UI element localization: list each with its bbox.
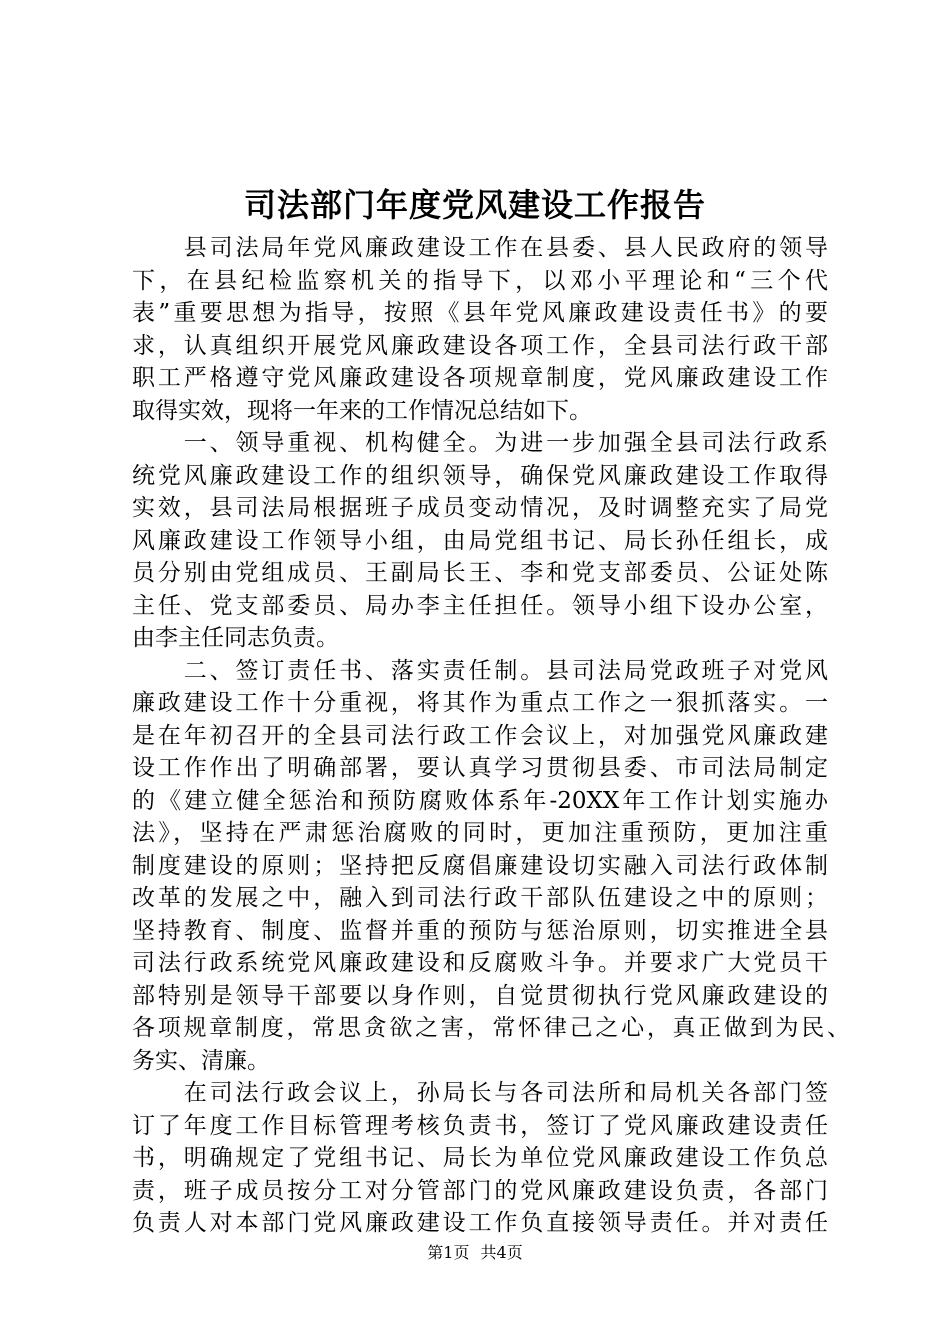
body-line: 求，认真组织开展党风廉政建设各项工作，全县司法行政干部 (132, 332, 828, 359)
body-line: 法》，坚持在严肃惩治腐败的同时，更加注重预防，更加注重 (132, 820, 828, 846)
body-line: 负责人对本部门党风廉政建设工作负直接领导责任。并对责任 (132, 1210, 828, 1236)
body-line: 县司法局年党风廉政建设工作在县委、县人民政府的领导 (132, 235, 828, 261)
body-line: 由李主任同志负责。 (132, 625, 339, 651)
body-line: 廉政建设工作十分重视，将其作为重点工作之一狠抓落实。一 (132, 690, 828, 716)
body-line: 风廉政建设工作领导小组，由局党组书记、局长孙任组长，成 (132, 527, 828, 554)
body-line: 二、签订责任书、落实责任制。县司法局党政班子对党风 (132, 657, 828, 684)
body-line: 职工严格遵守党风廉政建设各项规章制度，党风廉政建设工作 (132, 365, 828, 391)
body-line: 统党风廉政建设工作的组织领导，确保党风廉政建设工作取得 (132, 462, 828, 489)
body-line: 各项规章制度，常思贪欲之害，常怀律己之心，真正做到为民、 (132, 1015, 850, 1041)
body-line: 一、领导重视、机构健全。为进一步加强全县司法行政系 (132, 430, 828, 456)
body-line: 实效，县司法局根据班子成员变动情况，及时调整充实了局党 (132, 495, 828, 521)
body-line: 改革的发展之中，融入到司法行政干部队伍建设之中的原则； (132, 885, 828, 911)
body-line: 取得实效，现将一年来的工作情况总结如下。 (132, 397, 592, 424)
body-line: 设工作作出了明确部署，要认真学习贯彻县委、市司法局制定 (132, 755, 828, 781)
body-line: 书，明确规定了党组书记、局长为单位党风廉政建设工作负总 (132, 1145, 828, 1171)
body-line: 表”重要思想为指导，按照《县年党风廉政建设责任书》的要 (132, 300, 828, 326)
page-footer (0, 1242, 950, 1264)
document-body (132, 232, 850, 1240)
body-line: 司法行政系统党风廉政建设和反腐败斗争。并要求广大党员干 (132, 950, 828, 976)
body-line: 是在年初召开的全县司法行政工作会议上，对加强党风廉政建 (132, 722, 828, 749)
body-line: 员分别由党组成员、王副局长王、李和党支部委员、公证处陈 (132, 560, 828, 586)
body-line: 主任、党支部委员、局办李主任担任。领导小组下设办公室， (132, 592, 828, 619)
page-total: 共4页 (480, 1243, 523, 1262)
page-number: 第1页 (427, 1243, 470, 1262)
body-line: 在司法行政会议上，孙局长与各司法所和局机关各部门签 (132, 1080, 828, 1106)
document-title: 司法部门年度党风建设工作报告 (243, 186, 706, 224)
body-line: 的《建立健全惩治和预防腐败体系年-20XX年工作计划实施办 (132, 787, 828, 814)
body-line: 坚持教育、制度、监督并重的预防与惩治原则，切实推进全县 (132, 917, 828, 944)
body-line: 订了年度工作目标管理考核负责书，签订了党风廉政建设责任 (132, 1112, 828, 1139)
body-line: 务实、清廉。 (132, 1047, 270, 1074)
body-line: 制度建设的原则；坚持把反腐倡廉建设切实融入司法行政体制 (132, 852, 828, 879)
body-line: 部特别是领导干部要以身作则，自觉贯彻执行党风廉政建设的 (132, 982, 828, 1009)
body-line: 下，在县纪检监察机关的指导下，以邓小平理论和“三个代 (132, 267, 828, 294)
body-line: 责，班子成员按分工对分管部门的党风廉政建设负责，各部门 (132, 1177, 828, 1204)
